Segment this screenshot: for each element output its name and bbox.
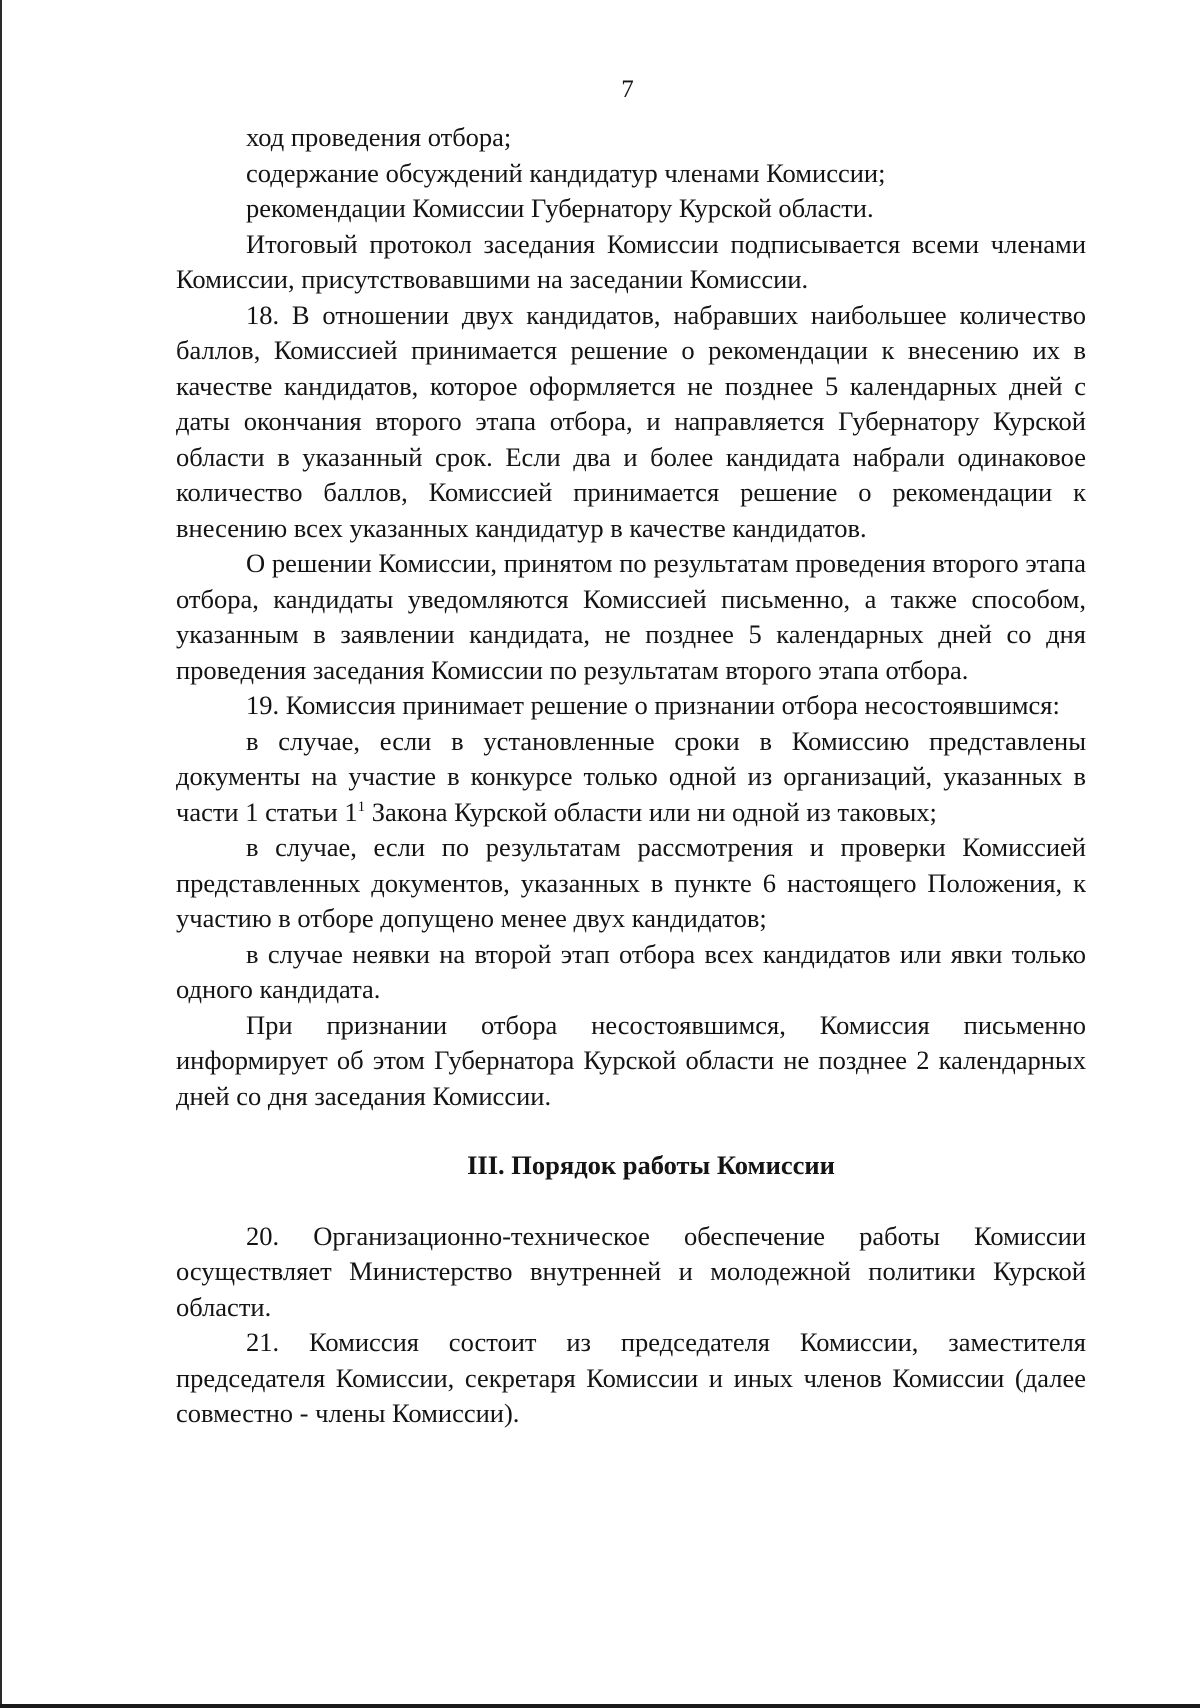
- case-single-organization-text-end: Закона Курской области или ни одной из таковых;: [365, 796, 937, 827]
- paragraph-discussion-content: содержание обсуждений кандидатур членами Комиссии;: [246, 157, 886, 188]
- paragraph-case-single-organization: [176, 724, 1086, 831]
- paragraph-recommendations: рекомендации Комиссии Губернатору Курской области.: [246, 193, 874, 223]
- paragraph-case-fewer-candidates: в случае, если по результатам рассмотрения и проверки Комиссией представленных документов, указанных в пункте 6 настоящего Положения, к участию в отборе допущено менее двух кандидатов;: [176, 832, 1086, 933]
- paragraph-failed-selection-notice: При признании отбора несостоявшимся, Комиссия письменно информирует об этом Губернатора Курской области не позднее 2 календарных дней со дня заседания Комиссии.: [176, 1009, 1086, 1111]
- paragraph-selection-course: ход проведения отбора;: [246, 122, 512, 152]
- scan-edge-left: [0, 0, 2, 1708]
- page-number: 7: [621, 76, 634, 103]
- paragraph-clause-18: 18. В отношении двух кандидатов, набравших наибольшее количество баллов, Комиссией принимается решение о рекомендации к внесению их в качестве кандидатов, которое оформляется не позднее 5 календарных дней с даты окончания второго этапа отбора, и направляется Губернатору Курской области в указанный срок. Если два и более кандидата набрали одинаковое количество баллов, Комиссией принимается решение о рекомендации к внесению всех указанных кандидатур в качестве кандидатов.: [176, 299, 1086, 543]
- paragraph-case-no-show: в случае неявки на второй этап отбора всех кандидатов или явки только одного кандидата.: [176, 938, 1086, 1004]
- paragraph-clause-21: 21. Комиссия состоит из председателя Комиссии, заместителя председателя Комиссии, секретаря Комиссии и иных членов Комиссии (далее совместно - члены Комиссии).: [176, 1327, 1086, 1428]
- document-body: [176, 120, 1086, 1432]
- paragraph-clause-19: 19. Комиссия принимает решение о признании отбора несостоявшимся:: [246, 690, 1060, 720]
- case-single-organization-text: в случае, если в установленные сроки в Комиссию представлены документы на участие в конкурсе только одной из организаций, указанных в части 1 статьи 1: [176, 725, 1086, 827]
- law-article-superscript: 1: [357, 798, 366, 815]
- section-heading: III. Порядок работы Комиссии: [467, 1150, 835, 1180]
- paragraph-final-protocol: Итоговый протокол заседания Комиссии подписывается всеми членами Комиссии, присутствовавшими на заседании Комиссии.: [176, 228, 1086, 294]
- paragraph-clause-20: 20. Организационно-техническое обеспечение работы Комиссии осуществляет Министерство внутренней и молодежной политики Курской области.: [176, 1220, 1086, 1322]
- scan-edge-bottom: [0, 1704, 1200, 1708]
- paragraph-commission-decision-notice: О решении Комиссии, принятом по результатам проведения второго этапа отбора, кандидаты уведомляются Комиссией письменно, а также способом, указанным в заявлении кандидата, не позднее 5 календарных дней со дня проведения заседания Комиссии по результатам второго этапа отбора.: [176, 548, 1086, 685]
